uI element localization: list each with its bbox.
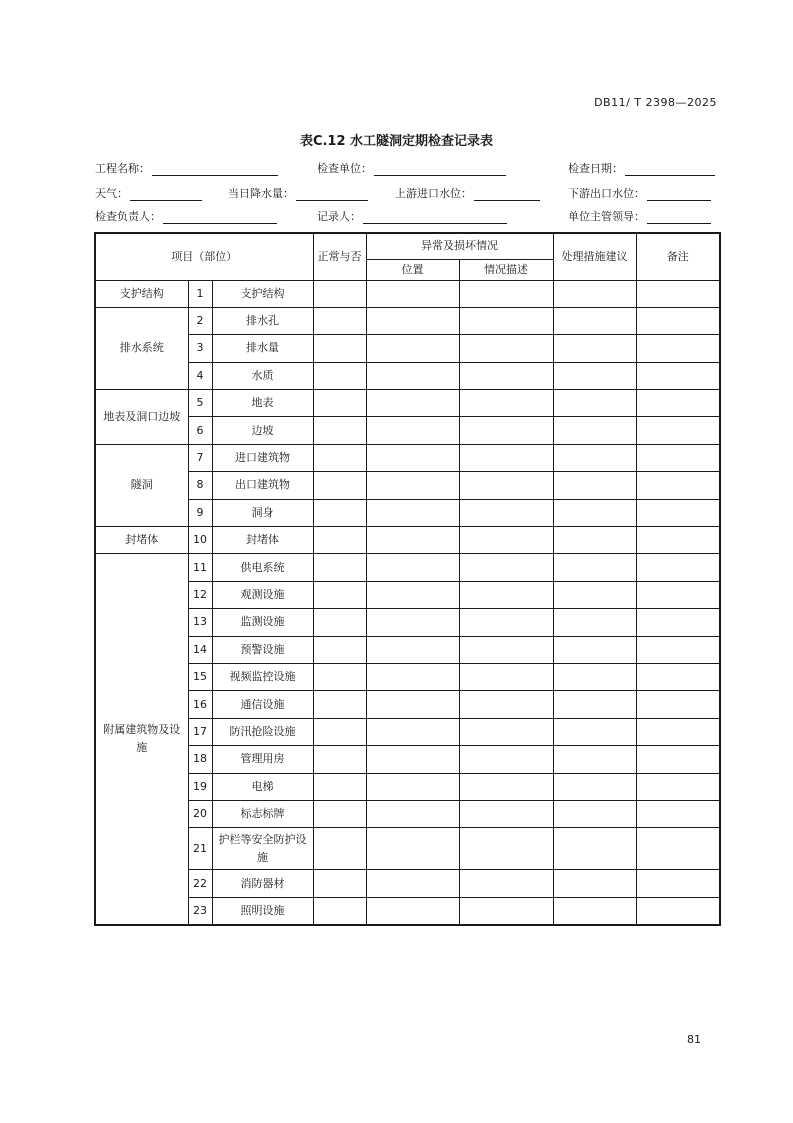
treatment-cell[interactable] — [553, 691, 636, 718]
table-row — [95, 663, 720, 690]
normal-cell[interactable] — [313, 362, 366, 389]
table-row — [95, 870, 720, 897]
table-row — [95, 417, 720, 444]
remarks-cell[interactable] — [636, 746, 720, 773]
location-cell[interactable] — [366, 472, 459, 499]
location-cell[interactable] — [366, 663, 459, 690]
inspection-unit-field: 检查单位： — [317, 160, 506, 176]
description-cell[interactable] — [459, 609, 553, 636]
upstream-level-line — [474, 188, 540, 201]
table-row — [95, 444, 720, 471]
treatment-cell[interactable] — [553, 636, 636, 663]
table-row — [95, 390, 720, 417]
item-number-cell: 23 — [188, 897, 212, 924]
inspection-lead-field: 检查负责人： — [95, 208, 277, 224]
recorder-field: 记录人： — [317, 208, 507, 224]
remarks-cell[interactable] — [636, 362, 720, 389]
project-name-field: 工程名称： — [95, 160, 278, 176]
treatment-cell[interactable] — [553, 870, 636, 897]
item-number-cell: 6 — [188, 417, 212, 444]
remarks-cell[interactable] — [636, 773, 720, 800]
item-number-cell: 12 — [188, 581, 212, 608]
normal-cell[interactable] — [313, 472, 366, 499]
normal-cell[interactable] — [313, 897, 366, 924]
normal-cell[interactable] — [313, 307, 366, 334]
treatment-cell[interactable] — [553, 609, 636, 636]
normal-cell[interactable] — [313, 280, 366, 307]
item-name-cell: 出口建筑物 — [212, 472, 313, 499]
item-number-cell: 17 — [188, 718, 212, 745]
header-treatment: 处理措施建议 — [553, 233, 636, 280]
item-name-cell: 供电系统 — [212, 554, 313, 581]
treatment-cell[interactable] — [553, 581, 636, 608]
location-cell[interactable] — [366, 870, 459, 897]
treatment-cell[interactable] — [553, 307, 636, 334]
remarks-cell[interactable] — [636, 800, 720, 827]
item-name-cell: 排水孔 — [212, 307, 313, 334]
remarks-cell[interactable] — [636, 897, 720, 924]
location-cell[interactable] — [366, 307, 459, 334]
description-cell[interactable] — [459, 897, 553, 924]
treatment-cell[interactable] — [553, 499, 636, 526]
table-row — [95, 800, 720, 827]
group-name-cell: 支护结构 — [95, 280, 188, 307]
remarks-cell[interactable] — [636, 390, 720, 417]
table-row — [95, 527, 720, 554]
item-name-cell: 管理用房 — [212, 746, 313, 773]
item-name-cell: 通信设施 — [212, 691, 313, 718]
remarks-cell[interactable] — [636, 870, 720, 897]
normal-cell[interactable] — [313, 390, 366, 417]
daily-rainfall-line — [296, 188, 368, 201]
normal-cell[interactable] — [313, 773, 366, 800]
downstream-level-line — [647, 188, 711, 201]
table-row — [95, 280, 720, 307]
location-cell[interactable] — [366, 362, 459, 389]
remarks-cell[interactable] — [636, 417, 720, 444]
treatment-cell[interactable] — [553, 897, 636, 924]
item-name-cell: 预警设施 — [212, 636, 313, 663]
item-name-cell: 标志标牌 — [212, 800, 313, 827]
treatment-cell[interactable] — [553, 663, 636, 690]
normal-cell[interactable] — [313, 746, 366, 773]
inspection-unit-line — [374, 163, 506, 176]
description-cell[interactable] — [459, 335, 553, 362]
location-cell[interactable] — [366, 499, 459, 526]
item-number-cell: 18 — [188, 746, 212, 773]
location-cell[interactable] — [366, 691, 459, 718]
item-number-cell: 16 — [188, 691, 212, 718]
treatment-cell[interactable] — [553, 280, 636, 307]
remarks-cell[interactable] — [636, 335, 720, 362]
item-name-cell: 水质 — [212, 362, 313, 389]
location-cell[interactable] — [366, 828, 459, 870]
item-number-cell: 10 — [188, 527, 212, 554]
item-number-cell: 3 — [188, 335, 212, 362]
group-name-cell: 排水系统 — [95, 307, 188, 389]
table-row — [95, 828, 720, 870]
location-cell[interactable] — [366, 746, 459, 773]
table-row — [95, 499, 720, 526]
normal-cell[interactable] — [313, 800, 366, 827]
upstream-level-field: 上游进口水位： — [395, 185, 540, 201]
normal-cell[interactable] — [313, 527, 366, 554]
remarks-cell[interactable] — [636, 554, 720, 581]
table-body — [95, 280, 720, 925]
header-description: 情况描述 — [459, 259, 553, 280]
item-name-cell: 消防器材 — [212, 870, 313, 897]
remarks-cell[interactable] — [636, 444, 720, 471]
remarks-cell[interactable] — [636, 280, 720, 307]
inspection-lead-line — [163, 211, 277, 224]
standard-code: DB11/ T 2398—2025 — [594, 96, 717, 109]
description-cell[interactable] — [459, 280, 553, 307]
description-cell[interactable] — [459, 554, 553, 581]
table-title: 表C.12 水工隧洞定期检查记录表 — [299, 134, 494, 149]
table-row — [95, 472, 720, 499]
item-name-cell: 边坡 — [212, 417, 313, 444]
group-name-cell: 封堵体 — [95, 527, 188, 554]
normal-cell[interactable] — [313, 609, 366, 636]
description-cell[interactable] — [459, 417, 553, 444]
description-cell[interactable] — [459, 718, 553, 745]
normal-cell[interactable] — [313, 691, 366, 718]
table-row — [95, 746, 720, 773]
description-cell[interactable] — [459, 390, 553, 417]
item-number-cell: 8 — [188, 472, 212, 499]
treatment-cell[interactable] — [553, 417, 636, 444]
table-row — [95, 581, 720, 608]
item-name-cell: 防汛抢险设施 — [212, 718, 313, 745]
table-row — [95, 307, 720, 334]
description-cell[interactable] — [459, 499, 553, 526]
page-number: 81 — [687, 1033, 701, 1046]
item-name-cell: 监测设施 — [212, 609, 313, 636]
location-cell[interactable] — [366, 800, 459, 827]
remarks-cell[interactable] — [636, 828, 720, 870]
treatment-cell[interactable] — [553, 800, 636, 827]
treatment-cell[interactable] — [553, 472, 636, 499]
treatment-cell[interactable] — [553, 335, 636, 362]
weather-field: 天气： — [95, 185, 202, 201]
location-cell[interactable] — [366, 527, 459, 554]
normal-cell[interactable] — [313, 444, 366, 471]
treatment-cell[interactable] — [553, 444, 636, 471]
inspection-date-line — [625, 163, 715, 176]
remarks-cell[interactable] — [636, 499, 720, 526]
item-name-cell: 地表 — [212, 390, 313, 417]
table-row — [95, 636, 720, 663]
location-cell[interactable] — [366, 636, 459, 663]
item-number-cell: 21 — [188, 828, 212, 870]
item-number-cell: 15 — [188, 663, 212, 690]
treatment-cell[interactable] — [553, 828, 636, 870]
item-number-cell: 1 — [188, 280, 212, 307]
normal-cell[interactable] — [313, 870, 366, 897]
description-cell[interactable] — [459, 472, 553, 499]
treatment-cell[interactable] — [553, 527, 636, 554]
table-row — [95, 691, 720, 718]
description-cell[interactable] — [459, 307, 553, 334]
normal-cell[interactable] — [313, 499, 366, 526]
group-name-cell: 隧洞 — [95, 444, 188, 526]
table-row — [95, 718, 720, 745]
description-cell[interactable] — [459, 663, 553, 690]
table-row — [95, 773, 720, 800]
location-cell[interactable] — [366, 773, 459, 800]
unit-supervisor-line — [647, 211, 711, 224]
item-number-cell: 14 — [188, 636, 212, 663]
description-cell[interactable] — [459, 444, 553, 471]
inspection-date-field: 检查日期： — [568, 160, 715, 176]
table-row — [95, 554, 720, 581]
location-cell[interactable] — [366, 417, 459, 444]
location-cell[interactable] — [366, 609, 459, 636]
unit-supervisor-field: 单位主管领导： — [568, 208, 711, 224]
header-abnormal-group: 异常及损坏情况 — [366, 233, 553, 259]
normal-cell[interactable] — [313, 335, 366, 362]
treatment-cell[interactable] — [553, 773, 636, 800]
item-name-cell: 排水量 — [212, 335, 313, 362]
daily-rainfall-field: 当日降水量： — [228, 185, 368, 201]
description-cell[interactable] — [459, 691, 553, 718]
item-name-cell: 观测设施 — [212, 581, 313, 608]
item-name-cell: 封堵体 — [212, 527, 313, 554]
downstream-level-field: 下游出口水位： — [568, 185, 711, 201]
item-number-cell: 5 — [188, 390, 212, 417]
table-row — [95, 897, 720, 924]
treatment-cell[interactable] — [553, 718, 636, 745]
normal-cell[interactable] — [313, 828, 366, 870]
treatment-cell[interactable] — [553, 362, 636, 389]
remarks-cell[interactable] — [636, 636, 720, 663]
remarks-cell[interactable] — [636, 581, 720, 608]
table-row — [95, 335, 720, 362]
item-name-cell: 洞身 — [212, 499, 313, 526]
remarks-cell[interactable] — [636, 472, 720, 499]
item-name-cell: 电梯 — [212, 773, 313, 800]
group-name-cell: 附属建筑物及设施 — [95, 554, 188, 925]
header-location: 位置 — [366, 259, 459, 280]
description-cell[interactable] — [459, 870, 553, 897]
description-cell[interactable] — [459, 636, 553, 663]
description-cell[interactable] — [459, 581, 553, 608]
table-row — [95, 362, 720, 389]
inspection-record-table — [94, 232, 721, 926]
item-number-cell: 13 — [188, 609, 212, 636]
item-number-cell: 22 — [188, 870, 212, 897]
normal-cell[interactable] — [313, 636, 366, 663]
description-cell[interactable] — [459, 362, 553, 389]
normal-cell[interactable] — [313, 663, 366, 690]
weather-line — [130, 188, 202, 201]
remarks-cell[interactable] — [636, 691, 720, 718]
remarks-cell[interactable] — [636, 718, 720, 745]
recorder-line — [363, 211, 507, 224]
remarks-cell[interactable] — [636, 307, 720, 334]
treatment-cell[interactable] — [553, 746, 636, 773]
description-cell[interactable] — [459, 773, 553, 800]
item-name-cell: 视频监控设施 — [212, 663, 313, 690]
item-name-cell: 进口建筑物 — [212, 444, 313, 471]
item-number-cell: 4 — [188, 362, 212, 389]
normal-cell[interactable] — [313, 581, 366, 608]
item-number-cell: 19 — [188, 773, 212, 800]
treatment-cell[interactable] — [553, 554, 636, 581]
table-row — [95, 609, 720, 636]
location-cell[interactable] — [366, 554, 459, 581]
group-name-cell: 地表及洞口边坡 — [95, 390, 188, 445]
location-cell[interactable] — [366, 335, 459, 362]
item-number-cell: 20 — [188, 800, 212, 827]
description-cell[interactable] — [459, 527, 553, 554]
location-cell[interactable] — [366, 390, 459, 417]
item-number-cell: 9 — [188, 499, 212, 526]
item-name-cell: 支护结构 — [212, 280, 313, 307]
item-name-cell: 护栏等安全防护设施 — [212, 828, 313, 870]
remarks-cell[interactable] — [636, 663, 720, 690]
header-remarks: 备注 — [636, 233, 720, 280]
item-number-cell: 7 — [188, 444, 212, 471]
location-cell[interactable] — [366, 581, 459, 608]
item-number-cell: 11 — [188, 554, 212, 581]
project-name-line — [152, 163, 278, 176]
remarks-cell[interactable] — [636, 527, 720, 554]
header-item: 项目（部位） — [95, 233, 313, 280]
normal-cell[interactable] — [313, 718, 366, 745]
item-number-cell: 2 — [188, 307, 212, 334]
location-cell[interactable] — [366, 897, 459, 924]
remarks-cell[interactable] — [636, 609, 720, 636]
description-cell[interactable] — [459, 828, 553, 870]
description-cell[interactable] — [459, 746, 553, 773]
normal-cell[interactable] — [313, 417, 366, 444]
location-cell[interactable] — [366, 718, 459, 745]
location-cell[interactable] — [366, 444, 459, 471]
header-normal: 正常与否 — [313, 233, 366, 280]
normal-cell[interactable] — [313, 554, 366, 581]
item-name-cell: 照明设施 — [212, 897, 313, 924]
location-cell[interactable] — [366, 280, 459, 307]
treatment-cell[interactable] — [553, 390, 636, 417]
description-cell[interactable] — [459, 800, 553, 827]
